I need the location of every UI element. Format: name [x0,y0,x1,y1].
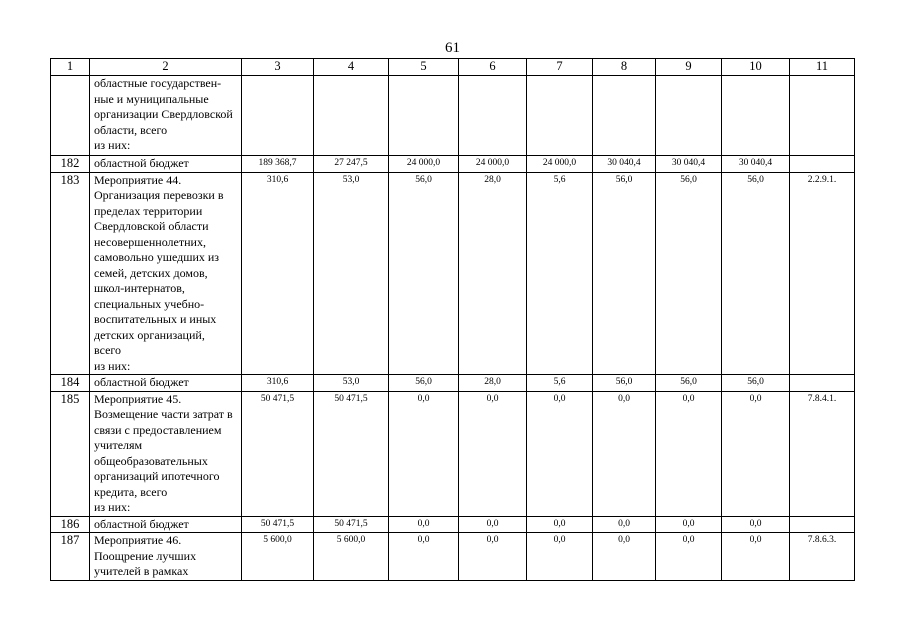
value-cell: 24 000,0 [527,156,593,173]
target-code [790,76,855,156]
row-description: областной бюджет [90,375,242,392]
value-cell: 56,0 [593,172,656,375]
value-cell: 0,0 [722,391,790,516]
row-number: 182 [51,156,90,173]
value-cell [593,76,656,156]
value-cell: 0,0 [722,533,790,581]
value-cell: 0,0 [722,516,790,533]
page-number: 61 [445,40,460,56]
value-cell: 56,0 [722,172,790,375]
value-cell: 310,6 [242,375,314,392]
target-code [790,156,855,173]
value-cell: 56,0 [722,375,790,392]
value-cell: 0,0 [656,391,722,516]
value-cell: 5 600,0 [314,533,389,581]
budget-table [50,58,855,581]
value-cell: 0,0 [459,533,527,581]
column-header: 1 [51,59,90,76]
value-cell: 56,0 [656,172,722,375]
table-row [51,516,855,533]
target-code [790,375,855,392]
table-row [51,156,855,173]
value-cell: 30 040,4 [593,156,656,173]
value-cell: 50 471,5 [242,391,314,516]
value-cell: 0,0 [459,516,527,533]
table-row [51,375,855,392]
value-cell: 0,0 [593,391,656,516]
column-header: 3 [242,59,314,76]
column-header: 7 [527,59,593,76]
value-cell: 28,0 [459,375,527,392]
value-cell [389,76,459,156]
value-cell: 24 000,0 [389,156,459,173]
value-cell: 0,0 [656,533,722,581]
column-header: 4 [314,59,389,76]
row-description: Мероприятие 46. Поощрение лучших учителей в рамках [90,533,242,581]
row-number: 186 [51,516,90,533]
value-cell: 0,0 [527,391,593,516]
row-description: Мероприятие 45. Возмещение части затрат в связи с предоставлением учителям общеобразовательных организаций ипотечного кредита, всего из них: [90,391,242,516]
target-code: 2.2.9.1. [790,172,855,375]
value-cell: 53,0 [314,172,389,375]
target-code: 7.8.6.3. [790,533,855,581]
row-description: областной бюджет [90,156,242,173]
value-cell: 0,0 [593,516,656,533]
column-number-row [51,59,855,76]
value-cell: 5,6 [527,375,593,392]
value-cell: 56,0 [389,375,459,392]
table-row [51,76,855,156]
value-cell: 56,0 [656,375,722,392]
value-cell [722,76,790,156]
value-cell: 0,0 [459,391,527,516]
table-row [51,391,855,516]
value-cell: 0,0 [656,516,722,533]
value-cell: 50 471,5 [314,516,389,533]
value-cell: 56,0 [389,172,459,375]
value-cell [656,76,722,156]
column-header: 2 [90,59,242,76]
target-code [790,516,855,533]
value-cell: 189 368,7 [242,156,314,173]
column-header: 5 [389,59,459,76]
value-cell: 56,0 [593,375,656,392]
value-cell: 30 040,4 [656,156,722,173]
row-number: 185 [51,391,90,516]
value-cell: 50 471,5 [242,516,314,533]
value-cell [527,76,593,156]
target-code: 7.8.4.1. [790,391,855,516]
value-cell: 0,0 [389,516,459,533]
value-cell: 0,0 [593,533,656,581]
column-header: 11 [790,59,855,76]
value-cell: 0,0 [527,533,593,581]
row-number: 187 [51,533,90,581]
value-cell: 0,0 [527,516,593,533]
value-cell: 27 247,5 [314,156,389,173]
column-header: 9 [656,59,722,76]
value-cell: 30 040,4 [722,156,790,173]
value-cell: 5,6 [527,172,593,375]
row-number: 183 [51,172,90,375]
row-description: областной бюджет [90,516,242,533]
value-cell: 5 600,0 [242,533,314,581]
table-row [51,533,855,581]
value-cell: 24 000,0 [459,156,527,173]
column-header: 6 [459,59,527,76]
value-cell: 0,0 [389,391,459,516]
value-cell: 53,0 [314,375,389,392]
value-cell [459,76,527,156]
row-description: областные государствен- ные и муниципальные организации Свердловской области, всего из них: [90,76,242,156]
table-row [51,172,855,375]
row-number: 184 [51,375,90,392]
value-cell: 28,0 [459,172,527,375]
column-header: 10 [722,59,790,76]
value-cell: 0,0 [389,533,459,581]
value-cell: 50 471,5 [314,391,389,516]
value-cell [314,76,389,156]
row-description: Мероприятие 44. Организация перевозки в пределах территории Свердловской области несовершеннолетних, самовольно ушедших из семей, детских домов, школ-интернатов, специальных учебно- воспитательных и иных детских организаций, всего из них: [90,172,242,375]
value-cell: 310,6 [242,172,314,375]
column-header: 8 [593,59,656,76]
row-number [51,76,90,156]
value-cell [242,76,314,156]
